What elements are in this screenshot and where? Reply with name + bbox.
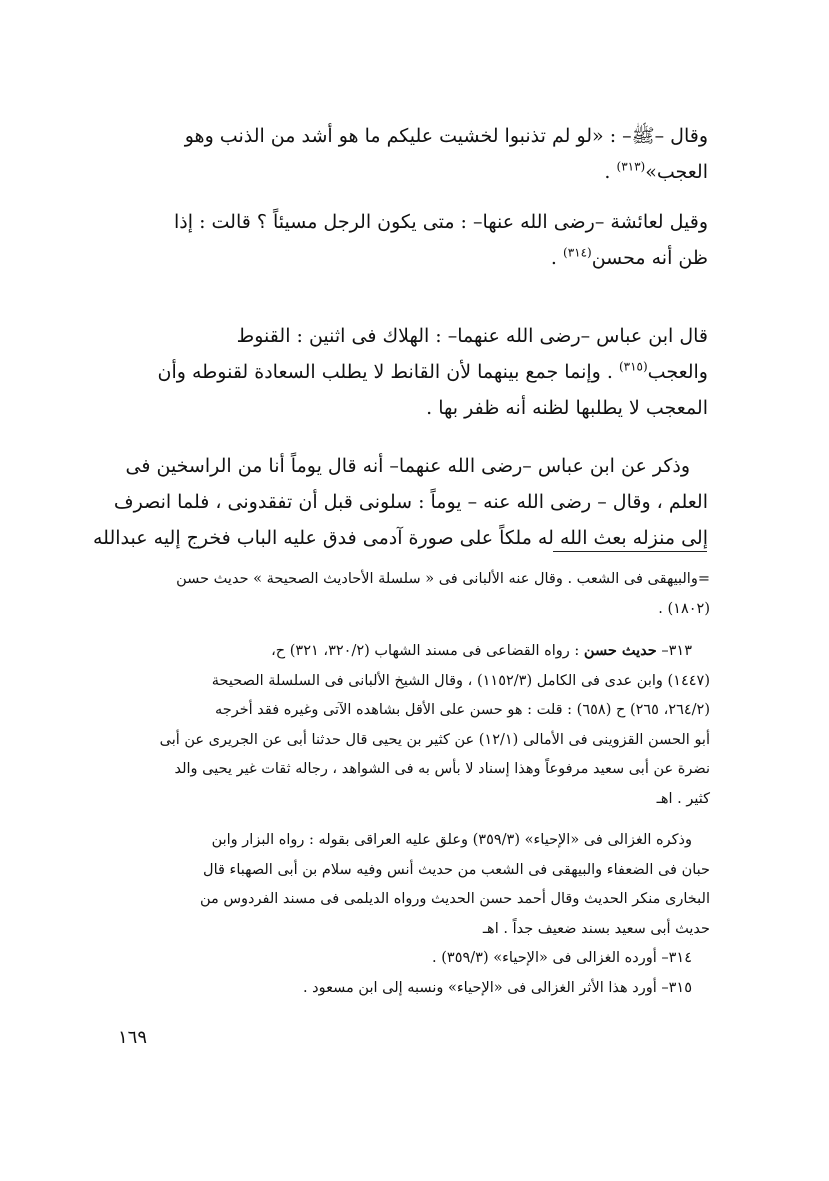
footnote-line: =والبيهقى فى الشعب . وقال عنه الألبانى فى « سلسلة الأحاديث الصحيحة » حديث حسن	[176, 571, 710, 587]
text-line: قال ابن عباس –رضى الله عنهما– : الهلاك فى اثنين : القنوط	[236, 325, 708, 347]
footnote-line: (٢٦٤/٢، ٢٦٥) ح (٦٥٨) : قلت : هو حسن على الأقل بشاهده الآتى وغيره فقد أخرجه	[214, 702, 710, 718]
text-span: .	[550, 247, 563, 269]
footnote-line: (١٨٠٢) .	[658, 600, 710, 617]
text-line: المعجب لا يطلبها لظنه أنه ظفر بها .	[426, 397, 708, 419]
footnote-line: حبان فى الضعفاء والبيهقى فى الشعب من حديث أنس وفيه سلام بن أبى الصهباء قال	[203, 861, 710, 878]
footnote-line: وذكره الغزالى فى «الإحياء» (٣٥٩/٣) وعلق عليه العراقى بقوله : رواه البزار وابن	[211, 832, 692, 848]
text-span: . وإنما جمع بينهما لأن القانط لا يطلب السعادة لقنوطه وأن	[157, 361, 619, 383]
text-line: وقال –ﷺ– : «لو لم تذنبوا لخشيت عليكم ما هو أشد من الذنب وهو	[184, 125, 708, 147]
page-number: ١٦٩	[118, 1027, 148, 1048]
footnote-313	[116, 636, 710, 814]
paragraph-1	[118, 118, 708, 190]
footnote-number: ٣١٣–	[661, 643, 692, 659]
footnote-separator	[553, 551, 707, 552]
footnote-ref-315: (٣١٥)	[618, 359, 648, 374]
footnote-315: ٣١٥– أورد هذا الأثر الغزالى فى «الإحياء» ونسبه إلى ابن مسعود .	[302, 979, 692, 996]
footnote-313-ghazali	[116, 826, 710, 944]
footnote-line: نضرة عن أبى سعيد مرفوعاً وهذا إسناد لا بأس به فى الشواهد ، رجاله ثقات غير يحيى والد	[174, 761, 710, 777]
footnote-line: (١٤٤٧) وابن عدى فى الكامل (١١٥٢/٣) ، وقال الشيخ الألبانى فى السلسلة الصحيحة	[211, 672, 710, 689]
footnote-continuation	[116, 565, 710, 624]
footnote-ref-313: (٣١٣)	[616, 159, 646, 174]
paragraph-4	[93, 448, 708, 556]
text-line: العلم ، وقال – رضى الله عنه – يوماً : سلونى قبل أن تفقدونى ، فلما انصرف	[113, 491, 708, 513]
footnote-line: أبو الحسن القزوينى فى الأمالى (١٢/١) عن كثير بن يحيى قال حدثنا أبى عن الجريرى عن أبى	[159, 731, 710, 748]
paragraph-3	[118, 318, 708, 426]
text-span: .	[604, 161, 617, 183]
footnote-314: ٣١٤– أورده الغزالى فى «الإحياء» (٣٥٩/٣) .	[432, 950, 692, 966]
footnote-line: كثير . اهـ	[656, 790, 710, 807]
text-span: : رواه القضاعى فى مسند الشهاب (٣٢٠/٢، ٣٢١) ح،	[271, 643, 584, 659]
footnote-ref-314: (٣١٤)	[563, 245, 592, 260]
main-text	[93, 118, 708, 556]
text-span: والعجب	[647, 361, 708, 383]
text-span: العجب»	[645, 161, 708, 183]
text-line: إلى منزله بعث الله له ملكاً على صورة آدمى فدق عليه الباب فخرج إليه عبدالله	[93, 527, 708, 549]
text-line	[118, 154, 708, 190]
paragraph-2	[118, 204, 708, 276]
text-span: ظن أنه محسن	[591, 247, 708, 269]
text-line: وذكر عن ابن عباس –رضى الله عنهما– أنه قال يوماً أنا من الراسخين فى	[125, 455, 690, 477]
text-line: وقيل لعائشة –رضى الله عنها– : متى يكون الرجل مسيئاً ؟ قالت : إذا	[174, 211, 708, 233]
text-line	[118, 240, 708, 276]
footnotes	[116, 565, 710, 1003]
footnote-line	[116, 636, 710, 667]
footnote-line: البخارى منكر الحديث وقال أحمد حسن الحديث ورواه الديلمى فى مسند الفردوس من	[199, 891, 710, 907]
footnote-line: حديث أبى سعيد بسند ضعيف جداً . اهـ	[482, 920, 710, 937]
footnote-label: حديث حسن	[583, 642, 657, 659]
text-line	[118, 354, 708, 390]
